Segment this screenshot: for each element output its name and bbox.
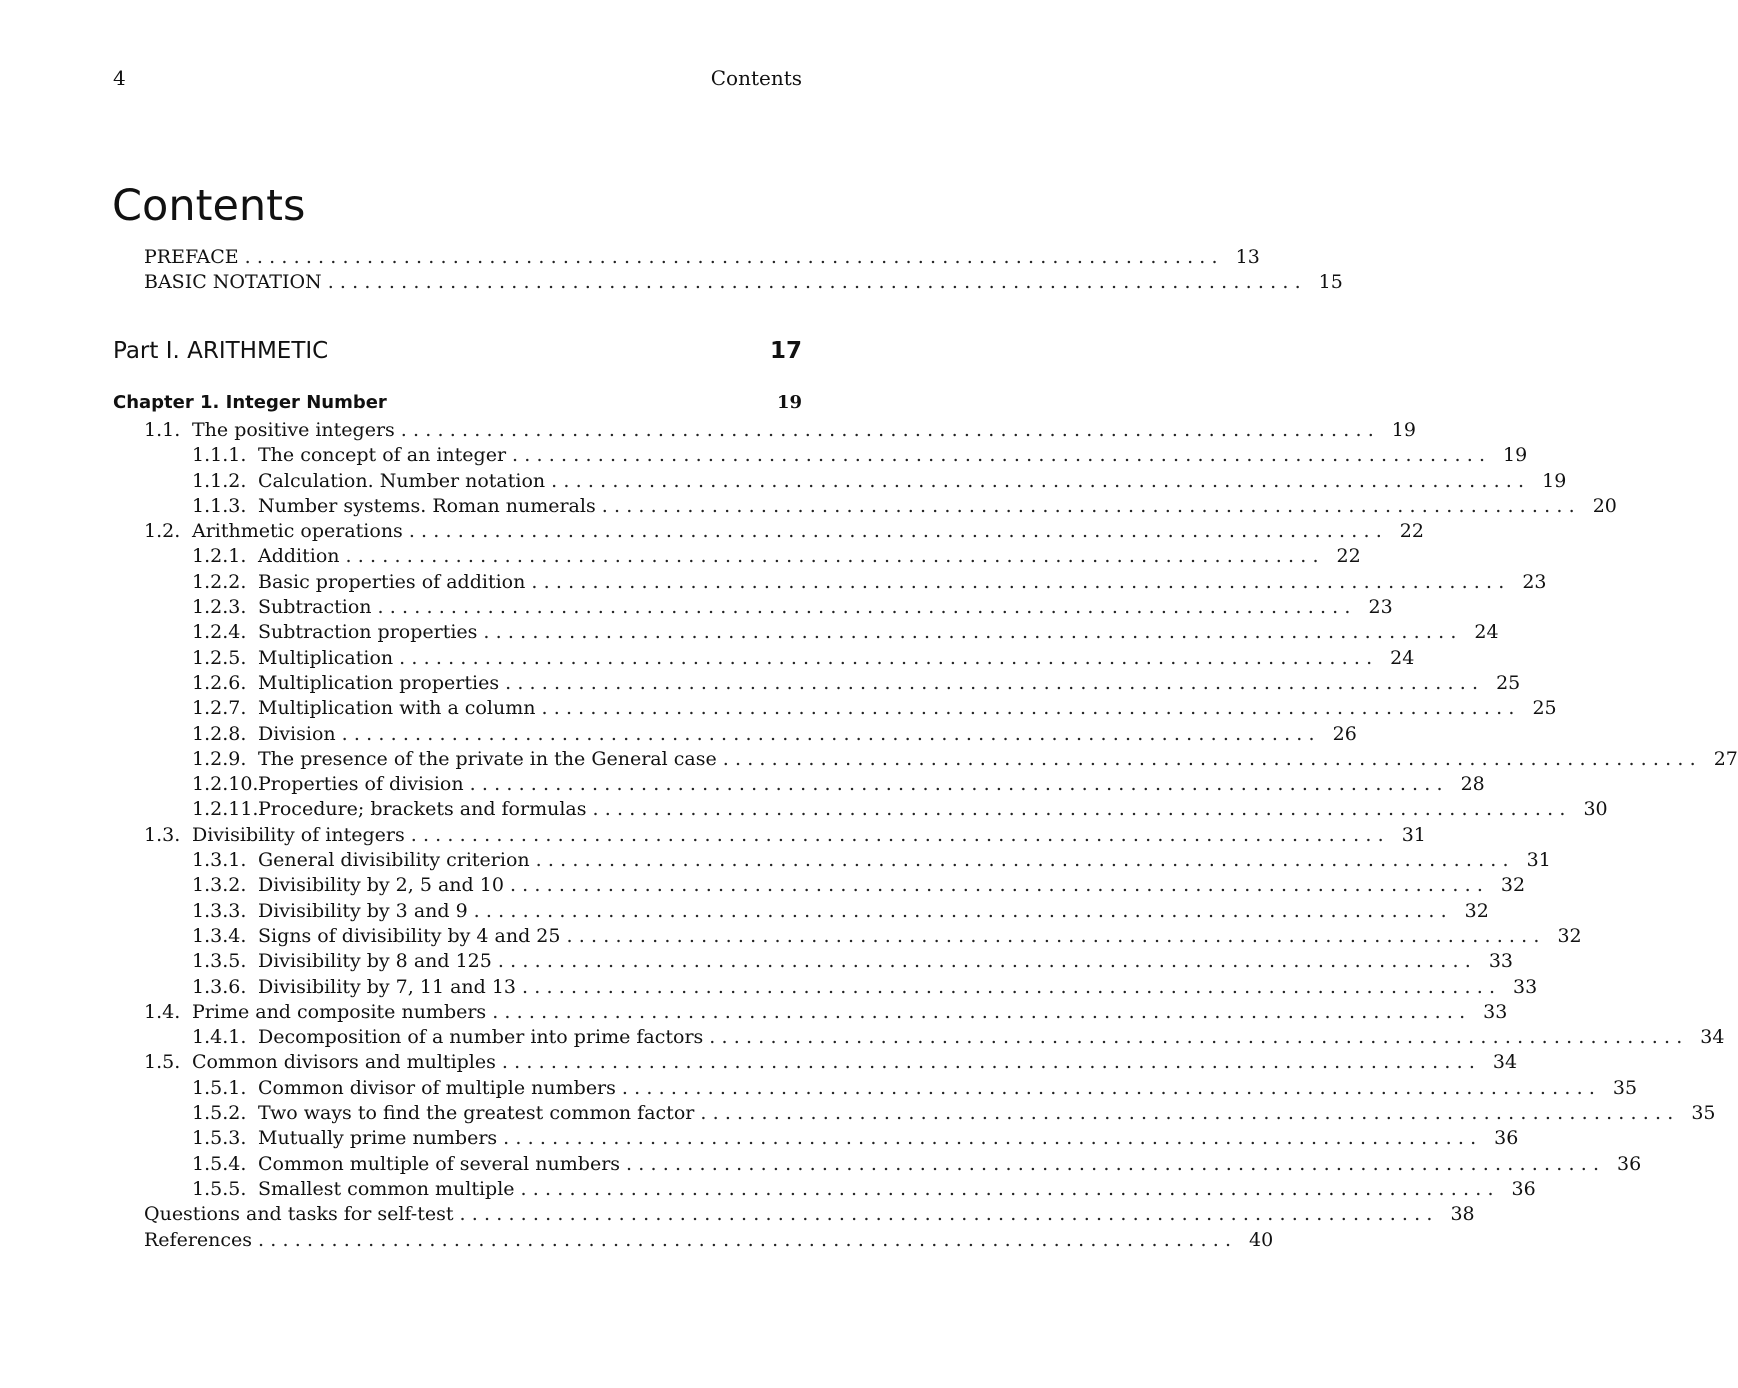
dot-leader: ................................................................................ [327,271,1307,294]
toc-entry-number: 1.2.9. [192,747,247,770]
toc-entry-page-number: 32 [1500,874,1526,897]
dot-leader: ................................................................................ [501,1051,1482,1074]
toc-entry[interactable] [113,1228,1274,1253]
toc-entry-page-number: 26 [1332,722,1357,745]
toc-entry-title: Divisibility by 8 and 125 [258,950,492,973]
toc-entry[interactable] [113,848,1551,873]
toc-entry-title: Multiplication with a column [258,697,536,720]
toc-entry-title: Arithmetic operations [192,520,403,543]
toc-entry-page-number: 31 [1401,823,1426,846]
dot-leader: ................................................................................ [566,924,1546,947]
part-heading[interactable] [113,338,802,364]
toc-entry-number: 1.2.4. [192,621,247,644]
toc-entry[interactable] [113,823,1426,848]
toc-entry-page-number: 31 [1526,849,1551,872]
toc-entry-page-number: 15 [1318,271,1343,294]
toc-entry-page-number: 28 [1460,773,1485,796]
toc-entry[interactable] [113,747,1738,772]
toc-entry[interactable] [113,570,1547,595]
dot-leader: ................................................................................ [722,747,1702,770]
toc-entry-number: 1.2.10. [192,773,259,796]
toc-entry[interactable] [113,1126,1519,1151]
toc-entry-number: 1.5.1. [192,1076,247,1099]
toc-entry-page-number: 20 [1592,494,1617,517]
toc-entry-number: 1.5.5. [192,1177,247,1200]
toc-entry[interactable] [113,1000,1508,1025]
toc-entry-page-number: 33 [1513,975,1538,998]
page-title: Contents [112,181,306,231]
toc-entry-number: 1.2.11. [192,798,259,821]
toc-entry-title: Common divisors and multiples [192,1051,496,1074]
dot-leader: ................................................................................ [551,469,1531,492]
toc-entry[interactable] [113,245,1260,270]
toc-entry-title: Signs of divisibility by 4 and 25 [258,924,561,947]
toc-entry-number: 1.3.4. [192,924,247,947]
toc-entry-title: Number systems. Roman numerals [258,494,596,517]
toc-entry[interactable] [113,899,1489,924]
toc-entry-title: Smallest common multiple [258,1177,515,1200]
toc-entries-list [113,418,1738,1253]
toc-entry-page-number: 25 [1532,697,1557,720]
toc-entry-page-number: 34 [1700,1026,1725,1049]
dot-leader: ................................................................................ [473,899,1453,922]
dot-leader: ................................................................................ [459,1203,1439,1226]
toc-entry-title: The concept of an integer [258,444,507,467]
toc-entry-number: 1.1.3. [192,494,247,517]
toc-entry-page-number: 23 [1368,596,1393,619]
dot-leader: ................................................................................ [408,520,1388,543]
toc-entry-page-number: 33 [1483,1000,1508,1023]
toc-entry-page-number: 24 [1390,646,1415,669]
toc-entry-title: Common multiple of several numbers [258,1152,621,1175]
toc-entry-page-number: 36 [1494,1127,1519,1150]
toc-entry[interactable] [113,443,1528,468]
toc-entry-number: 1.2.2. [192,570,247,593]
part-label: Part I. ARITHMETIC [113,338,329,364]
toc-entry-number: 1.2.7. [192,697,247,720]
toc-entry-title: BASIC NOTATION [144,271,322,294]
toc-entry-page-number: 22 [1336,545,1361,568]
toc-entry-page-number: 22 [1399,520,1424,543]
dot-leader: ................................................................................ [483,621,1463,644]
toc-entry-page-number: 30 [1583,798,1608,821]
toc-entry[interactable] [113,1152,1642,1177]
toc-entry-title: Prime and composite numbers [192,1000,487,1023]
toc-entry-number: 1.2.8. [192,722,247,745]
toc-entry-page-number: 25 [1496,671,1521,694]
toc-entry[interactable] [113,975,1538,1000]
running-head [113,66,802,92]
toc-entry[interactable] [113,696,1557,721]
dot-leader: ................................................................................ [497,950,1478,973]
dot-leader: ................................................................................ [400,419,1380,441]
toc-entry-title: Questions and tasks for self-test [144,1203,454,1226]
toc-entry[interactable] [113,1202,1475,1227]
toc-entry-page-number: 35 [1612,1076,1638,1099]
toc-entry-number: 1.5.4. [192,1152,247,1175]
toc-entry-title: Mutually prime numbers [258,1127,498,1150]
dot-leader: ................................................................................ [503,1127,1483,1150]
toc-entry-page-number: 32 [1557,924,1582,947]
toc-entry[interactable] [113,1025,1725,1050]
dot-leader: ................................................................................ [244,246,1224,268]
toc-entry-number: 1.2. [144,520,181,543]
toc-entry-page-number: 34 [1492,1051,1518,1074]
toc-entry[interactable] [113,418,1416,443]
toc-entry[interactable] [113,671,1521,696]
toc-entry-title: Procedure; brackets and formulas [258,798,587,821]
dot-leader: ................................................................................ [626,1152,1606,1175]
toc-entry-number: 1.3. [144,823,181,846]
toc-entry-title: Divisibility by 3 and 9 [258,899,468,922]
dot-leader: ................................................................................ [592,798,1572,821]
dot-leader: ................................................................................ [601,494,1581,517]
toc-entry[interactable] [113,1076,1638,1101]
toc-entry-number: 1.3.2. [192,874,247,897]
toc-entry[interactable] [113,646,1415,671]
toc-entry-page-number: 23 [1522,570,1547,593]
dot-leader: ................................................................................ [541,697,1521,720]
dot-leader: ................................................................................ [258,1228,1238,1251]
toc-entry-page-number: 19 [1542,469,1567,492]
toc-entry-number: 1.2.5. [192,646,247,669]
toc-entry-number: 1.1.1. [192,444,247,467]
toc-entry-number: 1.3.3. [192,899,247,922]
toc-entry-title: The positive integers [192,419,395,441]
toc-entry-number: 1.3.5. [192,950,247,973]
running-title: Contents [710,66,802,90]
chapter-heading[interactable] [113,392,802,413]
dot-leader: ................................................................................ [531,570,1511,593]
toc-entry-page-number: 36 [1511,1177,1536,1200]
toc-entry-number: 1.4.1. [192,1026,247,1049]
toc-entry-number: 1.2.1. [192,545,247,568]
dot-leader: ................................................................................ [535,849,1515,872]
toc-entry[interactable] [113,924,1582,949]
toc-entry-page-number: 33 [1488,950,1514,973]
part-page-number: 17 [769,338,802,364]
toc-entry[interactable] [113,494,1617,519]
toc-entry[interactable] [113,270,1343,295]
toc-entry[interactable] [113,544,1361,569]
dot-leader: ................................................................................ [512,444,1492,467]
dot-leader: ................................................................................ [509,874,1490,897]
dot-leader: ................................................................................ [410,823,1390,846]
dot-leader: ................................................................................ [492,1000,1472,1023]
toc-entry-title: Calculation. Number notation [258,469,546,492]
toc-entry-title: Division [258,722,336,745]
toc-entry-page-number: 19 [1503,444,1528,467]
toc-entry[interactable] [113,772,1485,797]
toc-entry-page-number: 38 [1450,1203,1475,1226]
toc-entry[interactable] [113,949,1514,974]
dot-leader: ................................................................................ [700,1102,1680,1125]
toc-entry-title: Subtraction [258,596,372,619]
toc-entry-number: 1.1. [144,419,181,441]
dot-leader: ................................................................................ [377,596,1357,619]
toc-entry[interactable] [113,1101,1716,1126]
toc-entry[interactable] [113,595,1393,620]
dot-leader: ................................................................................ [709,1026,1689,1049]
toc-entry-page-number: 32 [1464,899,1489,922]
toc-entry-number: 1.2.3. [192,596,247,619]
dot-leader: ................................................................................ [341,722,1321,745]
page-number: 4 [113,66,126,90]
dot-leader: ................................................................................ [505,671,1485,694]
toc-entry[interactable] [113,1050,1518,1075]
toc-entry-title: References [144,1228,253,1251]
toc-entry-title: Addition [258,545,340,568]
toc-entry-title: Divisibility of integers [192,823,405,846]
toc-entry-title: Multiplication [258,646,394,669]
toc-entry-number: 1.3.1. [192,849,247,872]
dot-leader: ................................................................................ [399,646,1379,669]
toc-entry-number: 1.2.6. [192,671,247,694]
dot-leader: ................................................................................ [520,1177,1500,1200]
toc-entry[interactable] [113,469,1567,494]
toc-entry-number: 1.4. [144,1000,181,1023]
toc-entry-page-number: 24 [1474,621,1499,644]
toc-entry-number: 1.3.6. [192,975,247,998]
toc-entry-page-number: 19 [1391,419,1416,441]
toc-entry-title: Divisibility by 7, 11 and 13 [258,975,517,998]
toc-entry[interactable] [113,620,1499,645]
toc-entry-title: Two ways to find the greatest common factor [258,1102,695,1125]
toc-entry-page-number: 27 [1713,747,1738,770]
toc-entry-title: PREFACE [144,246,239,268]
dot-leader: ................................................................................ [469,773,1449,796]
toc-entry-page-number: 13 [1235,246,1260,268]
dot-leader: ................................................................................ [621,1076,1602,1099]
toc-entry[interactable] [113,873,1526,898]
toc-entry[interactable] [113,797,1608,822]
toc-entry-title: Subtraction properties [258,621,478,644]
toc-entry-title: Common divisor of multiple numbers [258,1076,616,1099]
dot-leader: ................................................................................ [345,545,1325,568]
chapter-label: Chapter 1. Integer Number [113,392,387,413]
toc-entry-title: Divisibility by 2, 5 and 10 [258,874,504,897]
toc-entry-number: 1.1.2. [192,469,247,492]
toc-entry-title: The presence of the private in the General case [258,747,717,770]
toc-entry-title: Multiplication properties [258,671,500,694]
toc-entry-title: General divisibility criterion [258,849,530,872]
toc-entry-title: Decomposition of a number into prime factors [258,1026,704,1049]
toc-entry-page-number: 35 [1691,1102,1716,1125]
toc-entry[interactable] [113,519,1424,544]
chapter-page-number: 19 [776,392,802,413]
toc-entry-number: 1.5. [144,1051,181,1074]
toc-entry-page-number: 36 [1617,1152,1642,1175]
toc-entry-page-number: 40 [1249,1228,1274,1251]
toc-entry-title: Properties of division [258,773,464,796]
toc-entry[interactable] [113,1177,1536,1202]
toc-entry-number: 1.5.2. [192,1102,247,1125]
toc-entry-title: Basic properties of addition [258,570,526,593]
dot-leader: ................................................................................ [522,975,1502,998]
front-matter-list [113,245,1343,296]
toc-entry-number: 1.5.3. [192,1127,247,1150]
toc-entry[interactable] [113,722,1357,747]
